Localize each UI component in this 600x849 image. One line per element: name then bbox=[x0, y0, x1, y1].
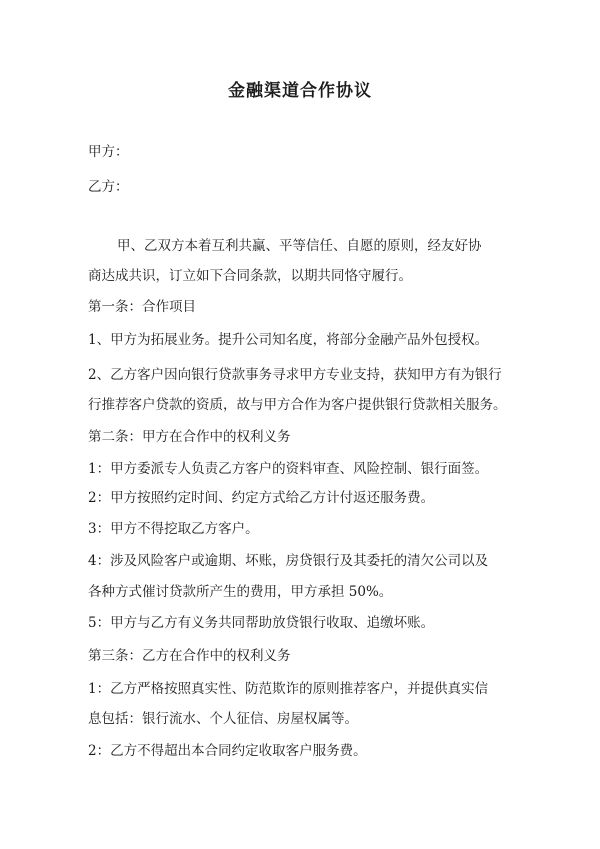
article-3-item-2: 2：乙方不得超出本合同约定收取客户服务费。 bbox=[88, 743, 367, 759]
article-3-item-1-line-1: 1：乙方严格按照真实性、防范欺诈的原则推荐客户，并提供真实信 bbox=[88, 681, 489, 697]
party-b-label: 乙方： bbox=[88, 179, 129, 195]
article-1-item-1: 1、甲方为拓展业务。提升公司知名度，将部分金融产品外包授权。 bbox=[88, 332, 489, 348]
article-2-item-2: 2：甲方按照约定时间、约定方式给乙方计付返还服务费。 bbox=[88, 490, 435, 506]
preamble-line-2: 商达成共识，订立如下合同条款，以期共同恪守履行。 bbox=[88, 268, 412, 284]
article-2-item-5: 5：甲方与乙方有义务共同帮助放贷银行收取、追缴坏账。 bbox=[88, 615, 435, 631]
article-2-item-1: 1：甲方委派专人负责乙方客户的资料审查、风险控制、银行面签。 bbox=[88, 461, 489, 477]
article-3-heading: 第三条：乙方在合作中的权利义务 bbox=[88, 648, 291, 664]
article-2-item-3: 3：甲方不得挖取乙方客户。 bbox=[88, 521, 259, 537]
preamble-line-1: 甲、乙双方本着互利共赢、平等信任、自愿的原则，经友好协 bbox=[117, 238, 482, 254]
article-1-item-2-line-2: 行推荐客户贷款的资质，故与甲方合作为客户提供银行贷款相关服务。 bbox=[88, 397, 507, 413]
article-1-heading: 第一条：合作项目 bbox=[88, 299, 196, 315]
article-2-item-4-line-2: 各种方式催讨贷款所产生的费用，甲方承担 50%。 bbox=[88, 584, 393, 600]
document-title: 金融渠道合作协议 bbox=[228, 81, 372, 101]
article-3-item-1-line-2: 息包括：银行流水、个人征信、房屋权属等。 bbox=[88, 711, 358, 727]
article-2-item-4-line-1: 4：涉及风险客户或逾期、坏账，房贷银行及其委托的清欠公司以及 bbox=[88, 553, 489, 569]
article-1-item-2-line-1: 2、乙方客户因向银行贷款事务寻求甲方专业支持，获知甲方有为银行 bbox=[88, 367, 502, 383]
article-2-heading: 第二条：甲方在合作中的权利义务 bbox=[88, 429, 291, 445]
party-a-label: 甲方： bbox=[88, 144, 129, 160]
